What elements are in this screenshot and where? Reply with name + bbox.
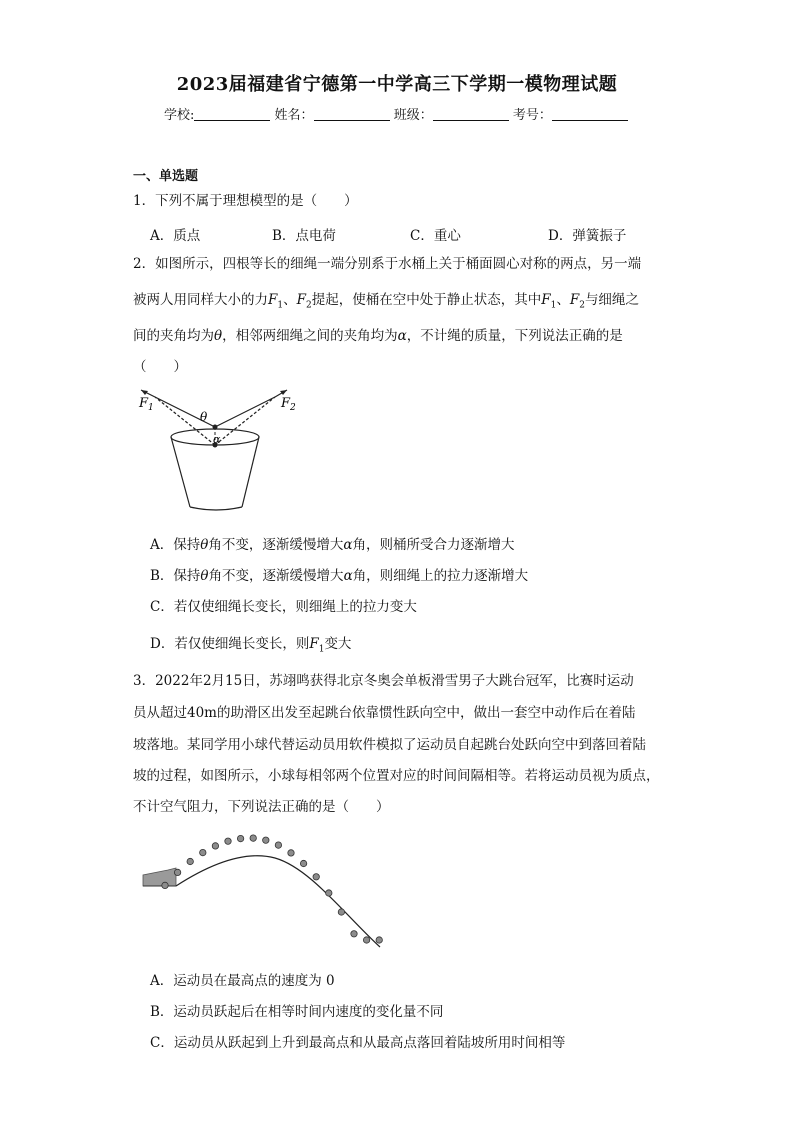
q1-option-a: A．质点 (150, 228, 201, 244)
ball-position (200, 849, 206, 855)
student-info-line (164, 104, 628, 123)
q3-line-3: 坡落地。某同学用小球代替运动员用软件模拟了运动员自起跳台处跃向空中到落回着陆 (133, 737, 646, 753)
bucket-bottom (190, 507, 242, 510)
bucket-figure (135, 385, 310, 515)
ball-position (237, 835, 243, 841)
ball-position (187, 858, 193, 864)
q3-line-4: 坡的过程，如图所示，小球每相邻两个位置对应的时间间隔相等。若将运动员视为质点， (133, 768, 660, 784)
ball-position (174, 869, 180, 875)
section-heading: 一、单选题 (133, 169, 199, 184)
id-label: 考号： (512, 108, 552, 123)
ball-position (326, 890, 332, 896)
name-label: 姓名： (274, 108, 314, 123)
q3-option-a: A．运动员在最高点的速度为 0 (150, 973, 335, 989)
label-f1: $F_1$ (139, 396, 154, 413)
bucket-right-side (242, 437, 259, 507)
ball-position (288, 850, 294, 856)
q2-option-d: D．若仅使细绳长变长，则$F_1$变大 (150, 636, 352, 655)
q1-option-d: D．弹簧振子 (548, 228, 627, 244)
q1-stem: 1．下列不属于理想模型的是（ ） (133, 193, 358, 209)
school-label: 学校: (164, 108, 195, 123)
ball-position (376, 937, 382, 943)
label-f2: $F_2$ (281, 396, 296, 413)
q3-line-5: 不计空气阻力，下列说法正确的是（ ） (133, 799, 390, 815)
ball-position (162, 882, 168, 888)
ball-position (250, 835, 256, 841)
ball-position (263, 837, 269, 843)
arrow-head-f2-icon (280, 390, 287, 395)
ball-position (363, 937, 369, 943)
q2-line-3: 间的夹角均为θ，相邻两细绳之间的夹角均为α，不计绳的质量，下列说法正确的是 (133, 328, 623, 344)
rope-right-front (215, 397, 275, 427)
school-blank (194, 108, 270, 121)
ball-position (212, 843, 218, 849)
q2-option-a: A．保持θ角不变，逐渐缓慢增大α角，则桶所受合力逐渐增大 (150, 537, 515, 553)
q3-line-2: 员从超过40m的助滑区出发至起跳台依靠惯性跃向空中，做出一套空中动作后在着陆 (133, 705, 636, 721)
ball-positions (162, 835, 383, 943)
q3-line-1: 3．2022年2月15日，苏翊鸣获得北京冬奥会单板滑雪男子大跳台冠军，比赛时运动 (133, 673, 634, 689)
ball-position (225, 838, 231, 844)
label-theta: θ (200, 410, 208, 424)
q2-line-2: 被两人用同样大小的力$F_1$、$F_2$提起，使桶在空中处于静止状态，其中$F_1$、$F_2$与细绳之 (133, 292, 639, 311)
q2-line-1: 2．如图所示，四根等长的细绳一端分别系于水桶上关于桶面圆心对称的两点，另一端 (133, 256, 642, 272)
class-blank (433, 108, 509, 121)
rope-right-back (215, 397, 275, 445)
q1-option-b: B．点电荷 (272, 228, 336, 244)
q1-option-c: C．重心 (410, 228, 461, 244)
q2-line-4: （ ） (133, 359, 187, 375)
landing-slope (176, 856, 380, 947)
take-off-ramp (143, 868, 176, 886)
q3-option-c: C．运动员从跃起到上升到最高点和从最高点落回着陆坡所用时间相等 (150, 1035, 566, 1051)
q2-option-c: C．若仅使细绳长变长，则细绳上的拉力变大 (150, 599, 417, 615)
ski-jump-figure (140, 830, 390, 955)
name-blank (314, 108, 390, 121)
label-alpha: α (213, 433, 221, 446)
ball-position (338, 909, 344, 915)
attach-point-front (213, 425, 218, 430)
ball-position (313, 874, 319, 880)
q2-option-b: B．保持θ角不变，逐渐缓慢增大α角，则细绳上的拉力逐渐增大 (150, 568, 529, 584)
page-title: 2023届福建省宁德第一中学高三下学期一模物理试题 (176, 74, 618, 95)
q3-option-b: B．运动员跃起后在相等时间内速度的变化量不同 (150, 1004, 444, 1020)
id-blank (552, 108, 628, 121)
ball-position (300, 860, 306, 866)
class-label: 班级： (393, 108, 433, 123)
ball-position (275, 842, 281, 848)
ball-position (351, 931, 357, 937)
bucket-left-side (171, 437, 190, 507)
